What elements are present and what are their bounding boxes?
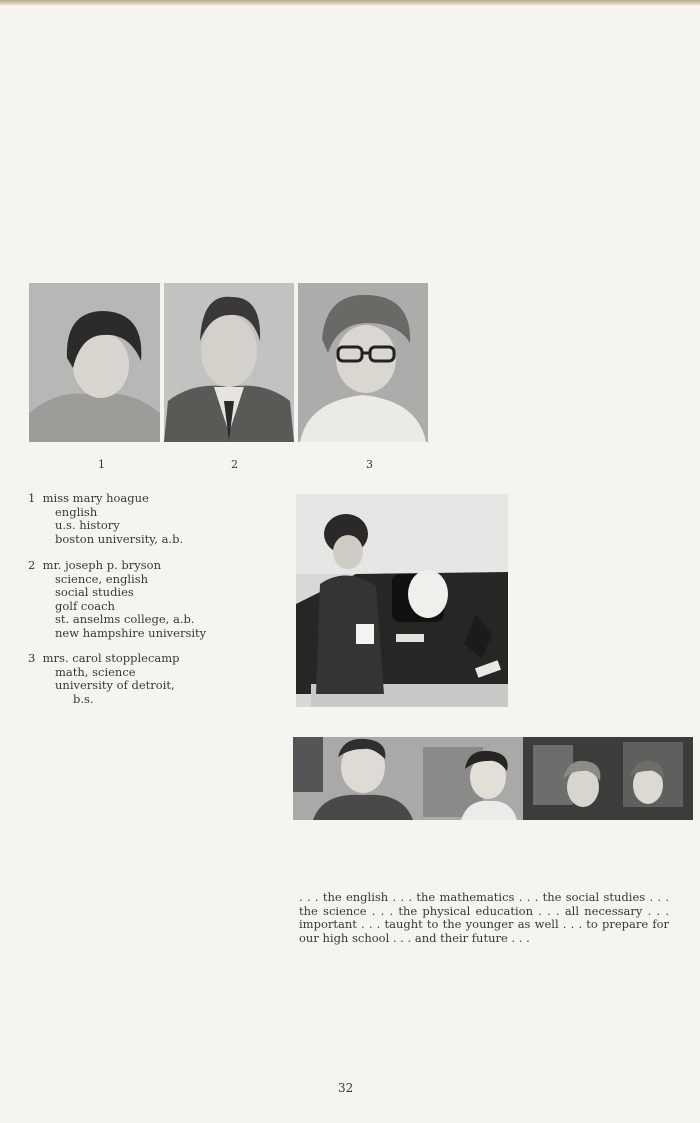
- classroom-photo: [296, 494, 508, 707]
- bio-1: [28, 492, 183, 546]
- bio-heading: 3 mrs. carol stopplecamp: [28, 651, 180, 665]
- bio-2: [28, 559, 206, 640]
- bio-heading: 2 mr. joseph p. bryson: [28, 558, 161, 572]
- bio-line: science, english: [55, 571, 149, 586]
- portrait-number-1: 1: [98, 458, 105, 471]
- bio-heading: 1 miss mary hoague: [28, 491, 149, 505]
- page-number: 32: [338, 1081, 354, 1095]
- portrait-photo-1: [29, 283, 160, 442]
- portrait-number-2: 2: [231, 458, 238, 471]
- page-top-edge: [0, 0, 700, 5]
- bio-line: new hampshire university: [55, 625, 207, 640]
- bio-line: u.s. history: [55, 518, 120, 532]
- bio-line: math, science: [55, 664, 136, 679]
- students-photo: [293, 737, 693, 820]
- bio-line: st. anselms college, a.b.: [55, 612, 195, 626]
- bio-line: boston university, a.b.: [55, 531, 184, 546]
- bio-line: b.s.: [73, 691, 94, 706]
- bio-line: golf coach: [55, 598, 115, 613]
- portrait-number-3: 3: [366, 458, 373, 471]
- portrait-photo-2: [164, 283, 294, 442]
- bio-line: english: [55, 504, 98, 519]
- portrait-photo-3: [298, 283, 428, 442]
- bio-line: social studies: [55, 585, 134, 599]
- bio-line: university of detroit,: [55, 678, 175, 692]
- bio-3: [28, 652, 180, 706]
- caption-text: . . . the english . . . the mathematics . . . the social studies . . . the science . . . the physical education . . . all necessary . . . important . . . taught to the younger as well . . . to prepare for our high school . . . and their future . . .: [299, 890, 669, 945]
